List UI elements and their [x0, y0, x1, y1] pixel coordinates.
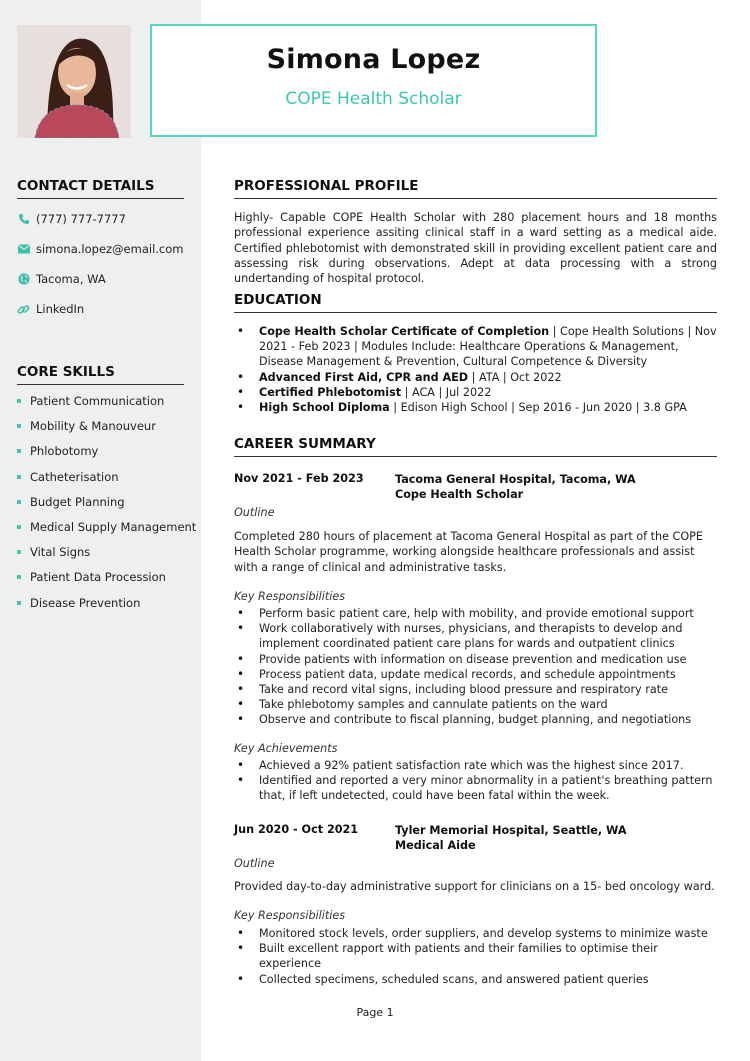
education-details: | Cope Health Solutions | Nov 2021 - Feb 2023 | Modules Include: Healthcare Operations & Management, Disease Management & Prevention, Cultural Competence & Diversity [259, 325, 717, 369]
education-item [234, 370, 717, 385]
skill-label: Catheterisation [30, 469, 119, 484]
bullet-square-icon [17, 525, 21, 529]
education-details: | ACA | Jul 2022 [401, 385, 492, 399]
skill-item [17, 596, 140, 610]
responsibility-item: • Observe and contribute to fiscal planning, budget planning, and negotiations [234, 712, 717, 727]
skill-item [17, 570, 166, 584]
education-details: | ATA | Oct 2022 [468, 370, 562, 384]
job-employer [395, 472, 636, 503]
skill-item [17, 495, 125, 509]
job-position: Cope Health Scholar [395, 488, 524, 502]
education-item [234, 324, 717, 370]
employer-name: Tacoma General Hospital, Tacoma, WA [395, 473, 636, 486]
bullet-square-icon [17, 475, 21, 479]
skill-item [17, 545, 90, 559]
skill-label: Vital Signs [30, 545, 91, 560]
contact-linkedin[interactable] [17, 302, 84, 316]
bullet-square-icon [17, 399, 21, 403]
skill-label: Budget Planning [30, 494, 125, 509]
responsibility-item: • Monitored stock levels, order suppliers, and develop systems to minimize waste [234, 926, 717, 941]
profile-text: Highly- Capable COPE Health Scholar with 280 placement hours and 18 months professional experience assiting clinical staff in a ward setting as a medical aide. Certified phlebotomist with demonstrated skill in providing excellent patient care and assessing risk during observations. Adept at data processing with a strong undertanding of hospital protocol. [234, 211, 717, 286]
responsibility-item: • Take phlebotomy samples and cannulate patients on the ward [234, 697, 717, 712]
job-outline: Completed 280 hours of placement at Tacoma General Hospital as part of the COPE Health Scholar programme, working alongside healthcare professionals and assist with a range of clinical and administrative tasks. [234, 530, 703, 574]
responsibilities-label: Key Responsibilities [234, 590, 346, 603]
job-position: Medical Aide [395, 839, 476, 853]
responsibilities-list [234, 926, 717, 987]
skill-item [17, 520, 196, 534]
skill-item [17, 394, 164, 408]
achievement-item: • Achieved a 92% patient satisfaction rate which was the highest since 2017. [234, 758, 717, 773]
education-item [234, 385, 717, 400]
skill-item [17, 419, 156, 433]
skill-item [17, 470, 119, 484]
job-dates: Nov 2021 - Feb 2023 [234, 472, 364, 485]
contact-location [17, 272, 106, 286]
responsibilities-label: Key Responsibilities [234, 909, 346, 922]
responsibility-item: • Process patient data, update medical records, and schedule appointments [234, 667, 717, 682]
skill-label: Disease Prevention [30, 595, 141, 610]
responsibility-item: • Take and record vital signs, including blood pressure and respiratory rate [234, 682, 717, 697]
education-details: | Edison High School | Sep 2016 - Jun 2020 | 3.8 GPA [389, 401, 687, 415]
skill-label: Patient Communication [30, 394, 165, 408]
job-outline: Provided day-to-day administrative support for clinicians on a 15- bed oncology ward. [234, 880, 715, 893]
education-qualification: Cope Health Scholar Certificate of Completion [259, 325, 550, 338]
education-list [234, 324, 717, 415]
bullet-square-icon [17, 424, 21, 428]
globe-icon [17, 273, 30, 286]
responsibility-item: • Provide patients with information on disease prevention and medication use [234, 652, 717, 667]
bullet-square-icon [17, 449, 21, 453]
education-qualification: Advanced First Aid, CPR and AED [259, 370, 469, 384]
contact-phone-text: (777) 777-7777 [36, 212, 126, 226]
contact-email [17, 242, 184, 256]
phone-icon [17, 213, 30, 226]
skill-item [17, 444, 98, 458]
responsibilities-list [234, 606, 717, 728]
contact-linkedin-text[interactable]: LinkedIn [36, 302, 85, 316]
bullet-square-icon [17, 601, 21, 605]
responsibility-item: • Perform basic patient care, help with mobility, and provide emotional support [234, 606, 717, 621]
candidate-name: Simona Lopez [266, 44, 481, 75]
envelope-icon [17, 243, 30, 256]
skill-label: Mobility & Manouveur [30, 419, 156, 434]
skill-label: Phlobotomy [30, 444, 99, 459]
job-employer [395, 823, 627, 854]
contact-phone [17, 212, 126, 226]
responsibility-item: • Collected specimens, scheduled scans, and answered patient queries [234, 972, 717, 987]
achievements-label: Key Achievements [234, 742, 338, 755]
profile-heading: PROFESSIONAL PROFILE [234, 178, 717, 199]
achievement-item: • Identified and reported a very minor abnormality in a patient's breathing pattern that, if left undetected, could have been fatal within the week. [234, 773, 717, 803]
achievements-list [234, 758, 717, 804]
education-qualification: High School Diploma [259, 401, 390, 415]
page-number: Page 1 [356, 1006, 394, 1019]
outline-label: Outline [234, 857, 275, 870]
bullet-square-icon [17, 575, 21, 579]
education-item [234, 400, 717, 415]
education-heading: EDUCATION [234, 292, 717, 313]
responsibility-item: • Built excellent rapport with patients and their families to optimise their experience [234, 941, 717, 971]
employer-name: Tyler Memorial Hospital, Seattle, WA [395, 824, 627, 837]
skill-label: Patient Data Procession [30, 570, 166, 585]
career-heading: CAREER SUMMARY [234, 436, 717, 457]
profile-photo [17, 25, 131, 138]
candidate-title: COPE Health Scholar [285, 89, 462, 109]
responsibility-item: • Work collaboratively with nurses, physicians, and therapists to develop and implement coordinated patient care plans for wards and outpatient clinics [234, 621, 717, 651]
link-icon [17, 303, 30, 316]
bullet-square-icon [17, 500, 21, 504]
bullet-square-icon [17, 550, 21, 554]
outline-label: Outline [234, 506, 275, 519]
contact-heading: CONTACT DETAILS [17, 178, 184, 199]
contact-location-text: Tacoma, WA [36, 272, 106, 286]
contact-email-text[interactable]: simona.lopez@email.com [36, 242, 184, 256]
skills-heading: CORE SKILLS [17, 364, 184, 385]
name-box [150, 24, 597, 137]
education-qualification: Certified Phlebotomist [259, 385, 402, 399]
job-dates: Jun 2020 - Oct 2021 [234, 823, 359, 836]
skill-label: Medical Supply Management [30, 520, 197, 534]
